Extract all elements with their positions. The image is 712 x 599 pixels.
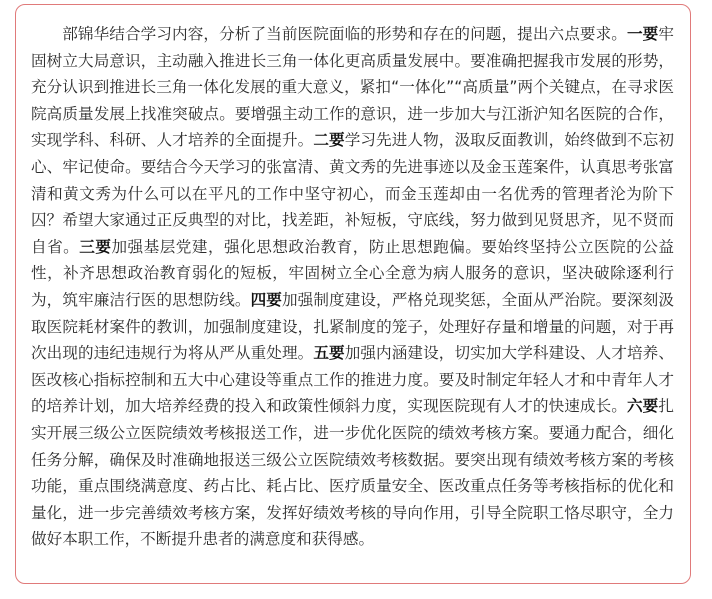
point-2-label: 二要 <box>313 131 345 150</box>
point-4-text: 加强制度建设，严格兑现奖惩，全面从严治院。要深刻汲取医院耗材案件的教训，加强制度建设，扎紧制度的笼子，处理好存量和增量的问题，对于再次出现的违纪违规行为将从严从重处理。 <box>31 290 674 363</box>
point-1-text: 牢固树立大局意识，主动融入推进长三角一体化更高质量发展中。要准确把握我市发展的形势，充分认识到推进长三角一体化发展的重大意义，紧扣“一体化”“高质量”两个关键点，在寻求医院高质量发展上找准突破点。要增强主动工作的意识，进一步加大与江浙沪知名医院的合作，实现学科、科研、人才培养的全面提升。 <box>31 25 674 150</box>
point-5-label: 五要 <box>313 344 345 363</box>
point-3-text: 加强基层党建，强化思想政治教育，防止思想跑偏。要始终坚持公立医院的公益性，补齐思想政治教育弱化的短板，牢固树立全心全意为病人服务的意识，坚决破除逐利行为，筑牢廉洁行医的思想防线。 <box>31 237 674 309</box>
point-6-label: 六要 <box>627 397 659 416</box>
point-3-label: 三要 <box>79 237 112 256</box>
article-intro: 部锦华结合学习内容，分析了当前医院面临的形势和存在的问题，提出六点要求。 <box>62 25 627 43</box>
point-2-text: 学习先进人物，汲取反面教训，始终做到不忘初心、牢记使命。要结合今天学习的张富清、黄文秀的先进事迹以及金玉莲案件，认真思考张富清和黄文秀为什么可以在平凡的工作中坚守初心，而金玉莲却由一名优秀的管理者沦为阶下囚？希望大家通过正反典型的对比，找差距，补短板，守底线，努力做到见贤思齐，见不贤而自省。 <box>31 131 674 256</box>
point-1-label: 一要 <box>626 25 659 43</box>
point-4-label: 四要 <box>250 290 282 309</box>
point-6-text: 扎实开展三级公立医院绩效考核报送工作，进一步优化医院的绩效考核方案。要通力配合，细化任务分解，确保及时准确地报送三级公立医院绩效考核数据。要突出现有绩效考核方案的考核功能，重点围绕满意度、药占比、耗占比、医疗质量安全、医改重点任务等考核指标的优化和量化，进一步完善绩效考核方案，发挥好绩效考核的导向作用，引导全院职工恪尽职守，全力做好本职工作，不断提升患者的满意度和获得感。 <box>31 397 674 549</box>
article-frame <box>15 4 691 584</box>
article-paragraph <box>31 21 674 553</box>
point-5-text: 加强内涵建设，切实加大学科建设、人才培养、医改核心指标控制和五大中心建设等重点工作的推进力度。要及时制定年轻人才和中青年人才的培养计划，加大培养经费的投入和政策性倾斜力度，实现医院现有人才的快速成长。 <box>31 344 674 416</box>
